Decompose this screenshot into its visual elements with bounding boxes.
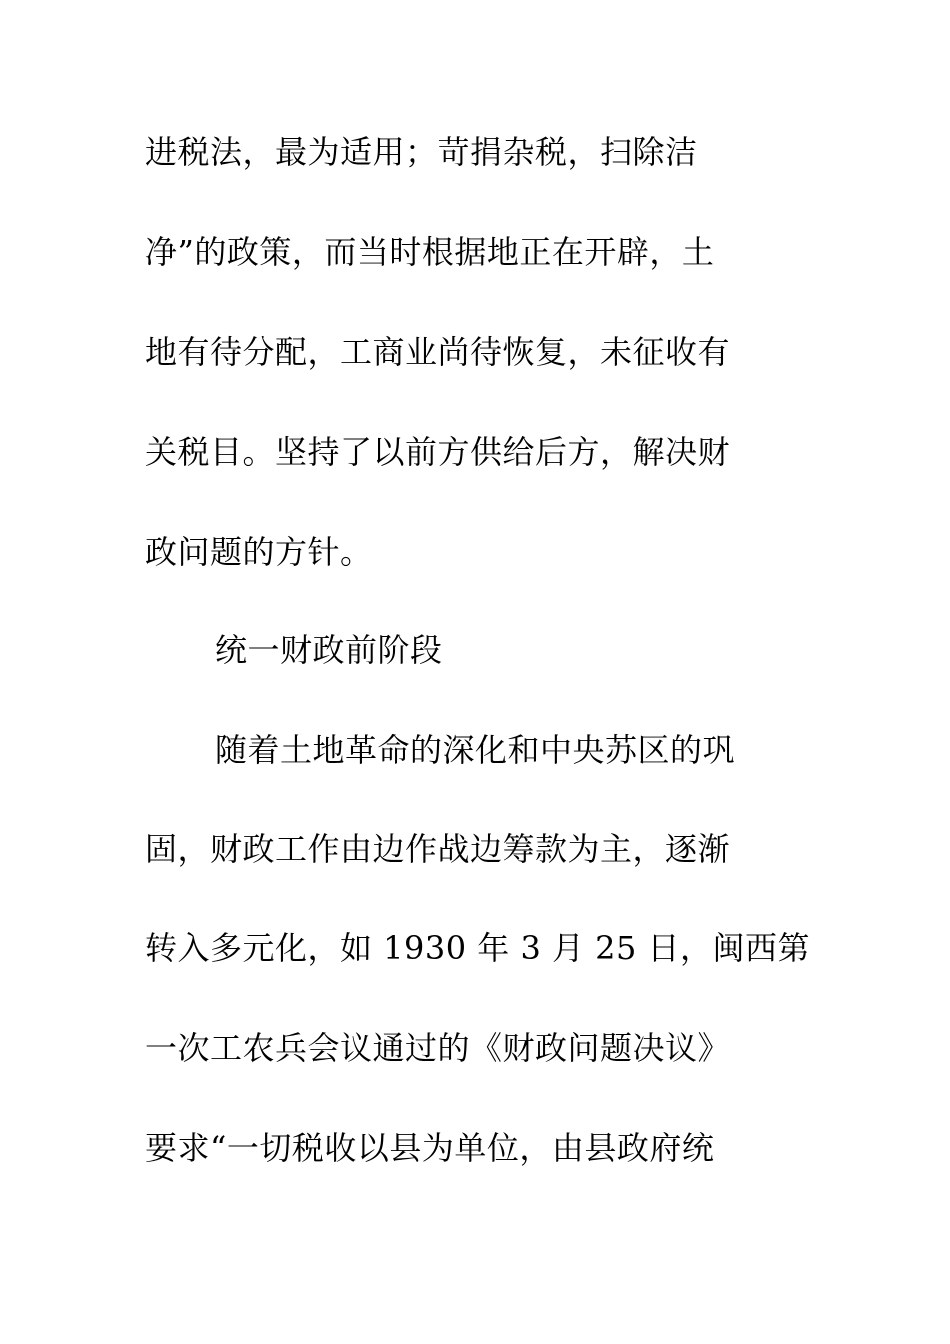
body-text-line: 转入多元化，如 1930 年 3 月 25 日，闽西第	[145, 929, 811, 967]
body-text-line: 地有待分配，工商业尚待恢复，未征收有	[145, 333, 731, 371]
body-text-line: 关税目。坚持了以前方供给后方，解决财	[145, 433, 731, 471]
body-text-line: 固，财政工作由边作战边筹款为主，逐渐	[145, 830, 731, 868]
body-text-line: 随着土地革命的深化和中央苏区的巩	[215, 731, 736, 769]
section-heading: 统一财政前阶段	[215, 631, 443, 669]
body-text-line: 净”的政策，而当时根据地正在开辟，土	[145, 233, 715, 271]
body-text-line: 一次工农兵会议通过的《财政问题决议》	[145, 1029, 731, 1067]
body-text-line: 进税法，最为适用；苛捐杂税，扫除洁	[145, 133, 698, 171]
body-text-line: 要求“一切税收以县为单位，由县政府统	[145, 1129, 715, 1167]
body-text-line: 政问题的方针。	[145, 533, 373, 571]
